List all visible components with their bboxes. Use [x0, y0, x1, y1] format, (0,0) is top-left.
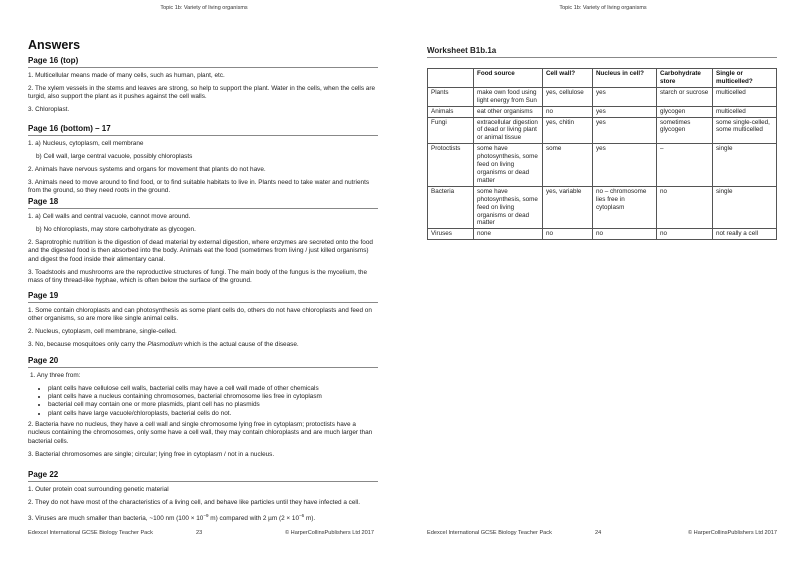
table-cell: sometimes glycogen	[657, 117, 713, 144]
section-heading: Page 16 (top)	[28, 56, 378, 68]
page-title: Answers	[28, 38, 81, 52]
page-header: Topic 1b: Variety of living organisms	[160, 5, 248, 11]
table-cell: yes, chitin	[543, 117, 593, 144]
bullet-item: • plant cells have cellulose cell walls, bacterial cells may have a cell wall made of other chemicals	[48, 385, 378, 393]
table-cell: make own food using light energy from Sun	[474, 87, 543, 106]
answer: 3. Animals need to move around to find food, or to find suitable habitats to live in. Plants need to take water and nutrients from the ground, so they need roots in the ground.	[28, 179, 370, 195]
answer	[28, 512, 378, 524]
exponent: −6	[299, 513, 305, 518]
bullet-list	[28, 385, 378, 418]
section-page-20	[28, 356, 378, 464]
table-cell: multicelled	[713, 106, 777, 117]
answer-text: 3. Viruses are much smaller than bacteria, ~100 nm (100 × 10	[28, 515, 204, 523]
row-label: Fungi	[428, 117, 474, 144]
section-page-16-bottom	[28, 124, 378, 200]
answer: 1. Any three from:	[30, 372, 81, 379]
answer: 1. Outer protein coat surrounding genetic material	[28, 486, 169, 493]
column-header: Food source	[474, 69, 543, 88]
column-header: Single or multicelled?	[713, 69, 777, 88]
table-cell: yes	[593, 117, 657, 144]
row-label: Plants	[428, 87, 474, 106]
section-heading: Page 18	[28, 197, 378, 209]
table-cell: single	[713, 186, 777, 229]
table-cell: yes	[593, 106, 657, 117]
column-header: Nucleus in cell?	[593, 69, 657, 88]
table-header-row	[428, 69, 777, 88]
section-heading: Page 20	[28, 356, 378, 368]
answer: 1. Multicellular means made of many cells, such as human, plant, etc.	[28, 72, 225, 79]
answer-text: 3. No, because mosquitoes only carry the	[28, 341, 148, 349]
table-cell: no	[543, 106, 593, 117]
table-cell: starch or sucrose	[657, 87, 713, 106]
table-cell: some single-celled, some multicelled	[713, 117, 777, 144]
column-header	[428, 69, 474, 88]
table-row	[428, 229, 777, 240]
answer-text: m).	[304, 515, 316, 523]
column-header: Cell wall?	[543, 69, 593, 88]
footer-page-number: 24	[595, 530, 602, 536]
answer: 1. a) Cell walls and central vacuole, cannot move around.	[28, 213, 191, 220]
table-cell: no	[543, 229, 593, 240]
section-page-19	[28, 291, 378, 354]
right-page	[427, 0, 779, 565]
answer: 1. Some contain chloroplasts and can photosynthesis as some plant cells do, others do not have chloroplasts and feed on other organisms, so are more like single animal cells.	[28, 307, 372, 323]
table-cell: no	[657, 229, 713, 240]
table-cell: some have photosynthesis, some feed on living organisms or dead matter	[474, 186, 543, 229]
answer-text: m) compared with 2 µm (2 × 10	[208, 515, 300, 523]
footer-publication: Edexcel International GCSE Biology Teacher Pack	[28, 530, 153, 536]
bullet-item: • plant cells have large vacuole/chloroplasts, bacterial cells do not.	[48, 410, 378, 418]
worksheet-title: Worksheet B1b.1a	[427, 46, 777, 58]
answer: 2. The xylem vessels in the stems and leaves are strong, so help to support the plant. Water in the cells, when the cells are turgid, also support the plant as it pushes against the cell walls.	[28, 85, 376, 101]
table-cell: yes	[593, 144, 657, 187]
left-page	[28, 0, 380, 565]
footer-page-number: 23	[196, 530, 203, 536]
section-heading: Page 16 (bottom) – 17	[28, 124, 378, 136]
bullet-item: • bacterial cell may contain one or more plasmids, plant cell has no plasmids	[48, 401, 378, 409]
table-cell: glycogen	[657, 106, 713, 117]
table-cell: yes, cellulose	[543, 87, 593, 106]
exponent: −9	[203, 513, 209, 518]
table-row	[428, 144, 777, 187]
table-cell: –	[657, 144, 713, 187]
row-label: Animals	[428, 106, 474, 117]
answer: 2. Saprotrophic nutrition is the digestion of dead material by external digestion, where enzymes are secreted onto the food and the digested food is then absorbed into the body. Animals eat the food (sometimes from living / just killed organisms) and digest the food inside their alimentary canal.	[28, 239, 373, 263]
table-row	[428, 186, 777, 229]
footer-copyright: © HarperCollinsPublishers Ltd 2017	[687, 530, 777, 536]
table-row	[428, 117, 777, 144]
answer-emphasis: Plasmodium	[147, 341, 183, 349]
comparison-table	[427, 68, 777, 240]
footer-copyright: © HarperCollinsPublishers Ltd 2017	[284, 530, 374, 536]
table-cell: none	[474, 229, 543, 240]
row-label: Bacteria	[428, 186, 474, 229]
table-cell: not really a cell	[713, 229, 777, 240]
table-cell: some	[543, 144, 593, 187]
table-cell: no – chromosome lies free in cytoplasm	[593, 186, 657, 229]
column-header: Carbohydrate store	[657, 69, 713, 88]
answer	[28, 341, 378, 349]
table-cell: extracellular digestion of dead or living plant or animal tissue	[474, 117, 543, 144]
answer: b) No chloroplasts, may store carbohydrate as glycogen.	[36, 226, 196, 233]
table-row	[428, 106, 777, 117]
footer-publication: Edexcel International GCSE Biology Teacher Pack	[427, 530, 552, 536]
answer: 2. They do not have most of the characteristics of a living cell, and behave like particles until they have infected a cell.	[28, 499, 361, 506]
table-row	[428, 87, 777, 106]
section-page-16-top	[28, 56, 378, 119]
table-cell: multicelled	[713, 87, 777, 106]
page-header: Topic 1b: Variety of living organisms	[559, 5, 647, 11]
section-page-18	[28, 197, 378, 290]
row-label: Viruses	[428, 229, 474, 240]
bullet-item: • plant cells have a nucleus containing chromosomes, bacterial chromosome lies free in cytoplasm	[48, 393, 378, 401]
table-cell: single	[713, 144, 777, 187]
table-cell: no	[593, 229, 657, 240]
section-page-22	[28, 470, 378, 528]
answer-text: which is the actual cause of the disease.	[182, 341, 299, 349]
answer: b) Cell wall, large central vacuole, possibly chloroplasts	[36, 153, 193, 160]
table-cell: no	[657, 186, 713, 229]
answer: 1. a) Nucleus, cytoplasm, cell membrane	[28, 140, 144, 147]
answer: 2. Animals have nervous systems and organs for movement that plants do not have.	[28, 166, 266, 173]
answer: 3. Bacterial chromosomes are single; circular; lying free in cytoplasm / not in a nucleus.	[28, 450, 275, 458]
row-label: Protoctists	[428, 144, 474, 187]
answer: 2. Bacteria have no nucleus, they have a cell wall and single chromosome lying free in cytoplasm; protoctists have a nucleus containing the chromosomes, only some have a cell wall, they may contain chloroplasts and are much larger than bacterial cells.	[28, 420, 373, 445]
section-heading: Page 22	[28, 470, 378, 482]
section-heading: Page 19	[28, 291, 378, 303]
table-cell: eat other organisms	[474, 106, 543, 117]
answer: 3. Chloroplast.	[28, 106, 70, 114]
table-cell: some have photosynthesis, some feed on living organisms or dead matter	[474, 144, 543, 187]
answer: 3. Toadstools and mushrooms are the reproductive structures of fungi. The main body of the fungus is the mycelium, the mass of tiny thread-like hyphae, which is often below the surface of the ground.	[28, 268, 368, 285]
table-cell: yes	[593, 87, 657, 106]
answer: 2. Nucleus, cytoplasm, cell membrane, single-celled.	[28, 328, 177, 336]
table-cell: yes, variable	[543, 186, 593, 229]
